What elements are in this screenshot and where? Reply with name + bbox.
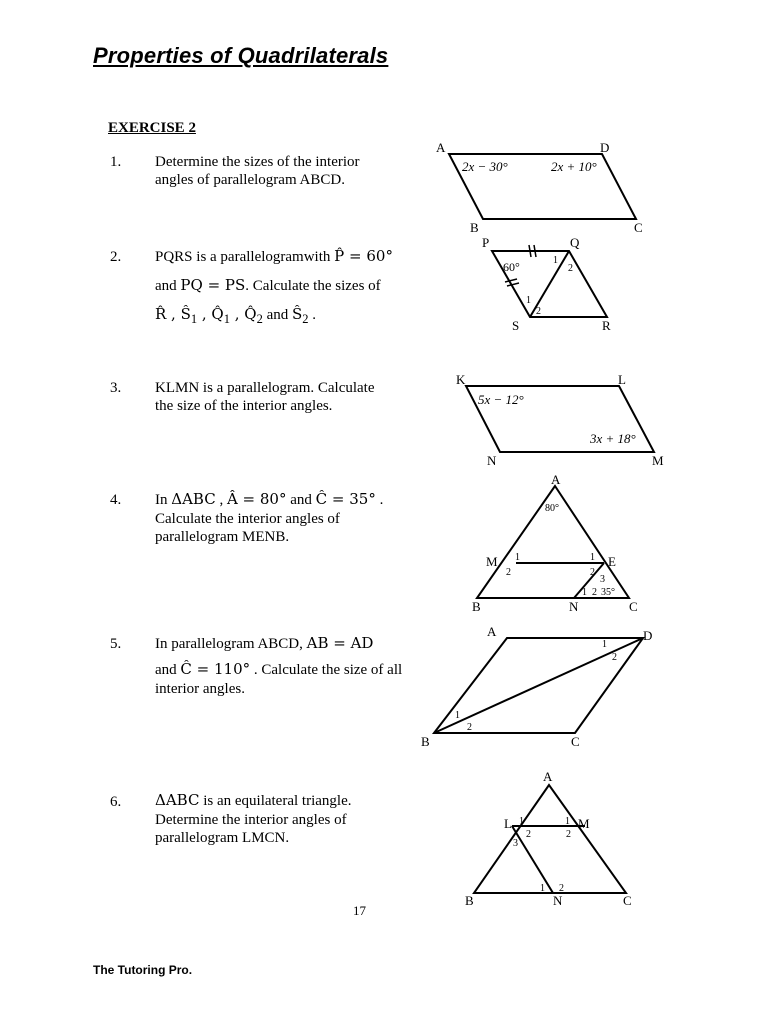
fig5-vertex-C: C: [571, 734, 580, 749]
fig5-vertex-A: A: [487, 624, 497, 639]
question-4-line-3: parallelogram MENB.: [155, 529, 290, 545]
fig6-angle-L3: 3: [513, 838, 518, 849]
question-6-line-3: parallelogram LMCN.: [155, 830, 290, 846]
fig4-vertex-M: M: [486, 554, 498, 569]
exercise-heading: EXERCISE 2: [108, 120, 196, 136]
fig2-angle-Q2: 2: [568, 263, 573, 274]
fig6-vertex-M: M: [578, 816, 590, 831]
footer-brand: The Tutoring Pro.: [93, 963, 193, 977]
fig4-angle-C: 35°: [601, 587, 615, 598]
question-6-line-2: Determine the interior angles of: [155, 812, 347, 828]
question-5-line-2: and Ĉ = 110° . Calculate the size of all: [155, 660, 403, 678]
fig2-tick-3: [505, 279, 517, 282]
fig2-vertex-R: R: [602, 318, 611, 333]
fig3-vertex-L: L: [618, 372, 626, 387]
fig4-angle-N2: 2: [592, 587, 597, 598]
page-title: Properties of Quadrilaterals: [93, 43, 389, 68]
fig4-vertex-E: E: [608, 554, 616, 569]
fig3-vertex-N: N: [487, 453, 497, 468]
fig2-vertex-Q: Q: [570, 235, 580, 250]
question-3-number: 3.: [110, 380, 122, 396]
question-3-line-2: the size of the interior angles.: [155, 398, 333, 414]
question-5-line-3: interior angles.: [155, 681, 245, 697]
fig2-angle-Q1: 1: [553, 255, 558, 266]
fig2-angle-S1: 1: [526, 295, 531, 306]
fig4-angle-E1: 1: [590, 552, 595, 563]
fig4-angle-M2: 2: [506, 567, 511, 578]
fig3-angle-M: 3x + 18°: [590, 431, 636, 446]
fig5-angle-D2: 2: [612, 652, 617, 663]
fig2-tick-2: [534, 245, 536, 257]
fig2-vertex-S: S: [512, 318, 520, 333]
question-1-line-1: Determine the sizes of the interior: [155, 154, 360, 170]
question-4-line-2: Calculate the interior angles of: [155, 511, 340, 527]
question-4-line-1: In ΔABC , Â = 80° and Ĉ = 35° .: [155, 490, 384, 508]
fig4-angle-E2: 2: [590, 567, 595, 578]
question-5-number: 5.: [110, 636, 122, 652]
fig6-vertex-L: L: [504, 816, 512, 831]
fig4-angle-E3: 3: [600, 574, 605, 585]
fig1-vertex-C: C: [634, 220, 643, 235]
fig5-vertex-B: B: [421, 734, 430, 749]
fig3-angle-K: 5x − 12°: [478, 392, 524, 407]
fig1-angle-A: 2x − 30°: [462, 159, 508, 174]
question-2-line-2: and PQ = PS. Calculate the sizes of: [155, 276, 381, 294]
page-number: 17: [353, 903, 366, 918]
fig4-vertex-A: A: [551, 472, 561, 487]
fig2-tick-1: [529, 245, 531, 257]
fig2-angle-P: 60°: [503, 260, 520, 274]
fig6-triangle: [474, 785, 626, 893]
fig1-vertex-A: A: [436, 140, 446, 155]
fig6-vertex-C: C: [623, 893, 632, 908]
fig4-vertex-N: N: [569, 599, 579, 614]
question-1-line-2: angles of parallelogram ABCD.: [155, 172, 345, 188]
fig5-angle-B1: 1: [455, 710, 460, 721]
question-5-line-1: In parallelogram ABCD, AB = AD: [155, 634, 374, 652]
fig1-vertex-B: B: [470, 220, 479, 235]
fig6-angle-L1: 1: [519, 816, 524, 827]
question-2-line-1: PQRS is a parallelogramwith P̂ = 60°: [155, 247, 393, 265]
fig2-angle-S2: 2: [536, 306, 541, 317]
question-3-line-1: KLMN is a parallelogram. Calculate: [155, 380, 375, 396]
fig4-angle-N1: 1: [582, 587, 587, 598]
question-6-line-1: ΔABC is an equilateral triangle.: [155, 791, 352, 809]
fig4-angle-M1: 1: [515, 552, 520, 563]
fig5-angle-B2: 2: [467, 722, 472, 733]
fig6-angle-M2: 2: [566, 829, 571, 840]
fig6-angle-N1: 1: [540, 883, 545, 894]
fig4-vertex-B: B: [472, 599, 481, 614]
question-6-number: 6.: [110, 794, 122, 810]
fig4-angle-A: 80°: [545, 503, 559, 514]
fig5-angle-D1: 1: [602, 639, 607, 650]
fig1-angle-D: 2x + 10°: [551, 159, 597, 174]
fig3-vertex-K: K: [456, 372, 466, 387]
question-4-number: 4.: [110, 492, 122, 508]
fig6-vertex-A: A: [543, 769, 553, 784]
fig4-vertex-C: C: [629, 599, 638, 614]
fig3-vertex-M: M: [652, 453, 664, 468]
fig1-vertex-D: D: [600, 140, 610, 155]
fig6-angle-M1: 1: [565, 816, 570, 827]
fig5-vertex-D: D: [643, 628, 653, 643]
question-2-number: 2.: [110, 249, 122, 265]
question-1-number: 1.: [110, 154, 122, 170]
fig6-vertex-B: B: [465, 893, 474, 908]
fig6-angle-L2: 2: [526, 829, 531, 840]
fig6-angle-N2: 2: [559, 883, 564, 894]
fig2-vertex-P: P: [482, 235, 490, 250]
fig6-vertex-N: N: [553, 893, 563, 908]
fig6-line-LN: [512, 826, 553, 893]
question-2-line-3: R̂ , $Ŝ_1$ , $Q̂_1$ , $Q̂_2$ and $Ŝ_2$ .: [155, 305, 317, 326]
